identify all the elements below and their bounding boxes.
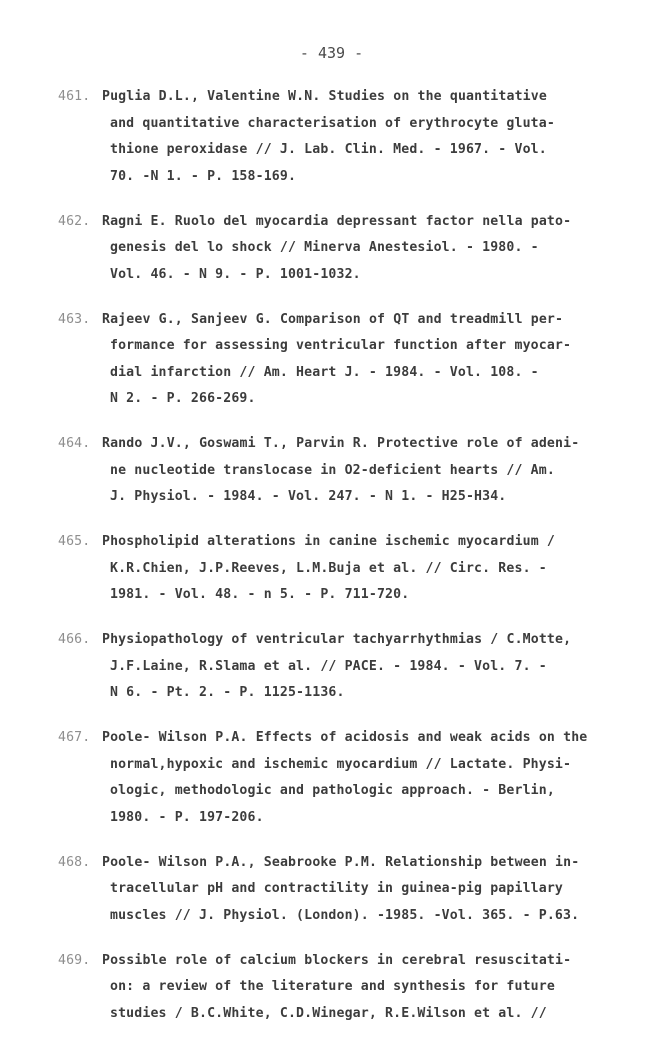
page-number: - 439 - [299,44,364,62]
reference-line: Puglia D.L., Valentine W.N. Studies on the quantitative [102,89,547,104]
reference-line: studies / B.C.White, C.D.Winegar, R.E.Wilson et al. // [110,1005,547,1021]
reference-list [58,84,618,1046]
reference-line: Possible role of calcium blockers in cerebral resuscitati- [102,952,572,968]
reference-line: formance for assessing ventricular function after myocar- [110,338,572,353]
reference-number: 466. [58,632,91,647]
reference-line: Physiopathology of ventricular tachyarrhythmias / C.Motte, [102,632,572,647]
reference-item [58,850,618,930]
reference-item [58,84,618,190]
reference-line: N 6. - Pt. 2. - P. 1125-1136. [110,685,345,700]
reference-line: muscles // J. Physiol. (London). -1985. -Vol. 365. - P.63. [110,907,580,923]
reference-number: 468. [58,854,91,870]
reference-line: thione peroxidase // J. Lab. Clin. Med. - 1967. - Vol. [110,142,547,157]
reference-line: normal,hypoxic and ischemic myocardium // Lactate. Physi- [110,756,572,772]
reference-line: 70. -N 1. - P. 158-169. [110,168,297,184]
reference-line: 1980. - P. 197-206. [110,809,264,825]
reference-line: K.R.Chien, J.P.Reeves, L.M.Buja et al. // Circ. Res. - [110,560,547,576]
reference-item [58,627,618,707]
reference-line: Vol. 46. - N 9. - P. 1001-1032. [110,266,361,282]
reference-line: 1981. - Vol. 48. - n 5. - P. 711-720. [110,587,410,602]
reference-line: dial infarction // Am. Heart J. - 1984. - Vol. 108. - [110,364,539,380]
reference-number: 464. [58,436,91,451]
reference-line: Phospholipid alterations in canine ischemic myocardium / [102,534,556,549]
reference-number: 461. [58,89,91,104]
reference-line: genesis del lo shock // Minerva Anestesiol. - 1980. - [110,240,539,255]
reference-number: 462. [58,213,91,229]
reference-line: Poole- Wilson P.A. Effects of acidosis and weak acids on the [102,730,588,745]
reference-number: 467. [58,730,91,745]
reference-line: Poole- Wilson P.A., Seabrooke P.M. Relationship between in- [102,854,580,870]
reference-number: 469. [58,952,91,968]
reference-line: ologic, methodologic and pathologic approach. - Berlin, [110,783,555,798]
reference-item [58,725,618,831]
reference-item [58,209,618,289]
reference-item [58,431,618,511]
reference-item [58,529,618,609]
reference-line: ne nucleotide translocase in O2-deficient hearts // Am. [110,462,555,478]
reference-line: and quantitative characterisation of erythrocyte gluta- [110,115,555,131]
reference-line: on: a review of the literature and synthesis for future [110,979,555,994]
reference-number: 465. [58,534,91,549]
reference-line: Rando J.V., Goswami T., Parvin R. Protective role of adeni- [102,436,580,451]
reference-line: tracellular pH and contractility in guinea-pig papillary [110,881,564,896]
reference-line: J.F.Laine, R.Slama et al. // PACE. - 1984. - Vol. 7. - [110,658,547,674]
reference-line: N 2. - P. 266-269. [110,391,256,406]
reference-item [58,307,618,413]
reference-line: J. Physiol. - 1984. - Vol. 247. - N 1. - H25-H34. [110,489,507,504]
reference-item [58,948,618,1028]
reference-line: Ragni E. Ruolo del myocardia depressant factor nella pato- [102,213,572,229]
reference-number: 463. [58,311,91,327]
reference-line: Rajeev G., Sanjeev G. Comparison of QT and treadmill per- [102,311,564,327]
